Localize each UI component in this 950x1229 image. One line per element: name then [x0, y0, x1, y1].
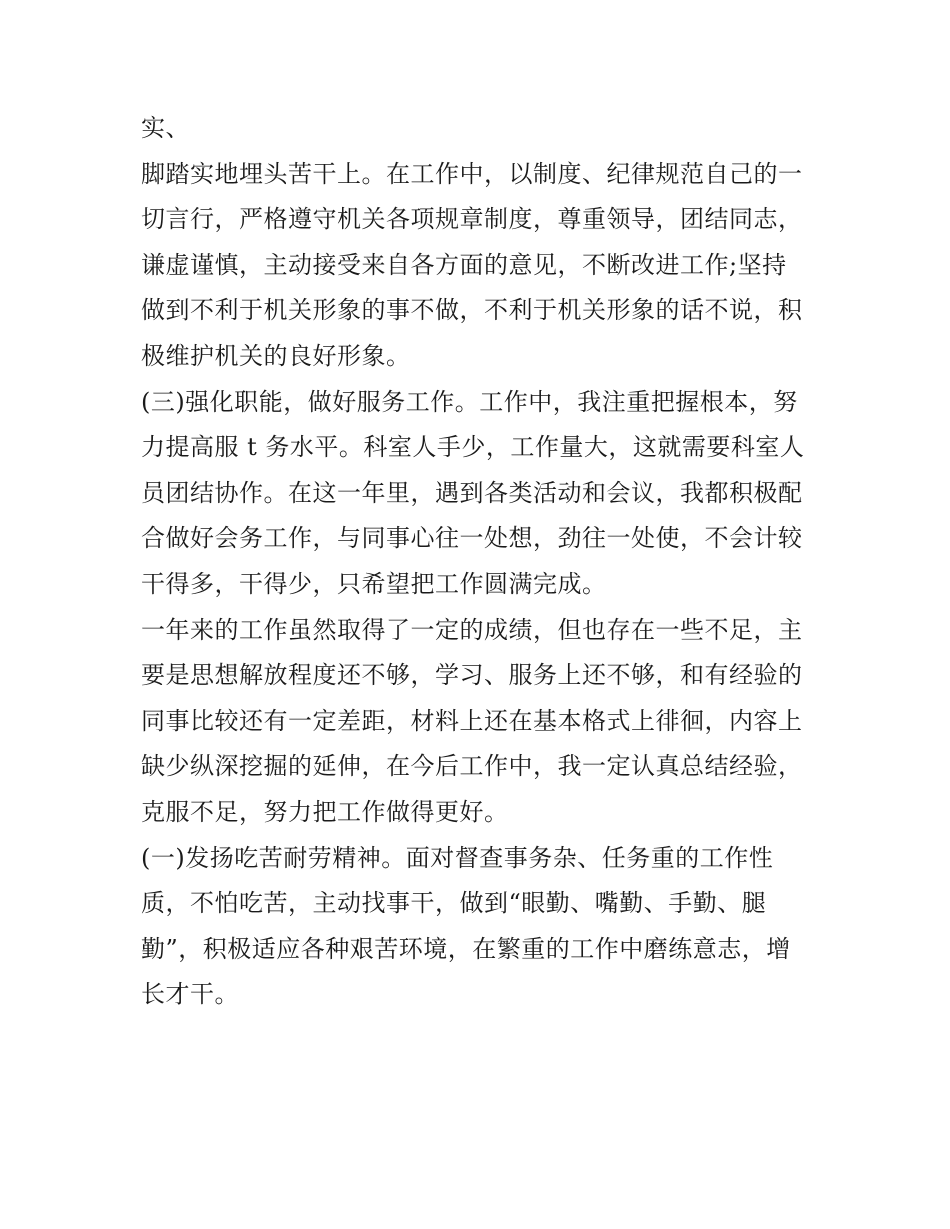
text-line: 克服不足，努力把工作做得更好。: [141, 797, 509, 826]
text-line: 谦虚谨慎，主动接受来自各方面的意见，不断改进工作;坚持: [141, 250, 787, 279]
text-line: (三)强化职能，做好服务工作。工作中，我注重把握根本，努: [141, 387, 798, 416]
text-line: 质，不怕吃苦，主动找事干，做到“眼勤、嘴勤、手勤、腿: [141, 889, 767, 918]
text-line: 做到不利于机关形象的事不做，不利于机关形象的话不说，积: [141, 296, 803, 325]
text-line: 一年来的工作虽然取得了一定的成绩，但也存在一些不足，主: [141, 615, 803, 644]
text-line: 切言行，严格遵守机关各项规章制度，尊重领导，团结同志，: [141, 205, 803, 234]
text-line: 要是思想解放程度还不够，学习、服务上还不够，和有经验的: [141, 661, 803, 690]
text-line: 合做好会务工作，与同事心往一处想，劲往一处使，不会计较: [141, 524, 803, 553]
text-line: 极维护机关的良好形象。: [141, 341, 411, 370]
text-line: 勤”，积极适应各种艰苦环境，在繁重的工作中磨练意志，增: [141, 934, 791, 963]
text-line: 缺少纵深挖掘的延伸，在今后工作中，我一定认真总结经验，: [141, 752, 803, 781]
text-line: 力提高服 t 务水平。科室人手少，工作量大，这就需要科室人: [141, 433, 805, 462]
text-line: 长才干。: [141, 980, 239, 1009]
text-line: (一)发扬吃苦耐劳精神。面对督查事务杂、任务重的工作性: [141, 843, 774, 872]
text-line: 脚踏实地埋头苦干上。在工作中，以制度、纪律规范自己的一: [141, 159, 803, 188]
text-line: 干得多，干得少，只希望把工作圆满完成。: [141, 569, 607, 598]
text-line: 员团结协作。在这一年里，遇到各类活动和会议，我都积极配: [141, 478, 803, 507]
text-line: 同事比较还有一定差距，材料上还在基本格式上徘徊，内容上: [141, 706, 803, 735]
document-body: [141, 106, 821, 1018]
text-line: 实、: [141, 114, 190, 142]
